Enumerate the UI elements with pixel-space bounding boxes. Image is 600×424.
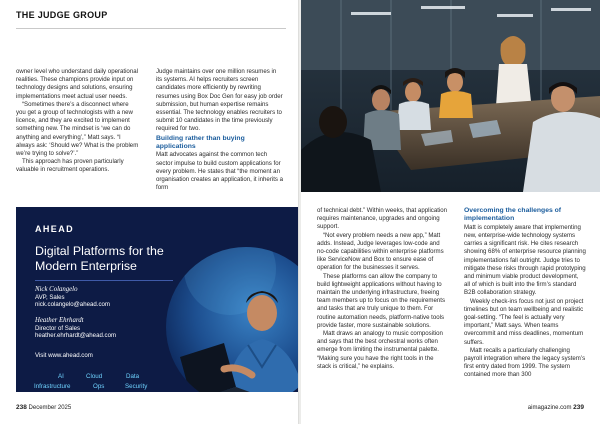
contact-name: Heather Ehrhardt: [35, 317, 84, 324]
section-heading-overcoming: Overcoming the challenges of implementation: [464, 207, 562, 223]
masthead: THE JUDGE GROUP: [16, 10, 108, 20]
ahead-advertisement[interactable]: [16, 207, 299, 392]
tag-data: Data: [126, 373, 140, 380]
ad-contact-1: [35, 286, 110, 309]
paragraph: Matt recalls a particularly challenging payroll integration where the legacy system’s first entry dated from 1999. The system contained more than 300: [464, 346, 586, 379]
paragraph: owner level who understand daily operational realities. These champions provide input on technology designs and solutions, ensuring implementations meet actual user needs.: [16, 68, 138, 100]
paragraph: of technical debt.” Within weeks, that application requires maintenance, upgrades and ongoing support.: [317, 207, 448, 231]
page-number: 239: [573, 404, 584, 411]
masthead-rule: [16, 28, 286, 29]
ad-photo-developer: [166, 247, 299, 392]
page-number: 238: [16, 404, 27, 411]
article-column-1: [16, 68, 140, 175]
paragraph: Matt draws an analogy to music composition and says that the best orchestral works often emerge from limiting the instrumental palette. “Making sure you have the right tools in the stack is critical,” he explains.: [317, 330, 443, 370]
paragraph: These platforms can allow the company to build lightweight applications without having to maintain the underlying infrastructure, freeing team members up to focus on the requirements and tasks that are truly unique to them. For routine automation needs, platform-native tools provide faster, more sustainable solutions.: [317, 272, 446, 329]
section-heading-building: Building rather than buying applications: [156, 134, 245, 151]
site-url[interactable]: aimagazine.com: [527, 405, 572, 411]
ahead-logo: AHEAD: [35, 224, 75, 234]
right-folio: [528, 404, 584, 411]
contact-role: AVP, Sales: [35, 293, 65, 301]
column-4-body: [464, 224, 586, 380]
column-2-body: Matt advocates against the common tech sector impulse to build custom applications for every problem. He states that “the moment an organisation creates an application, it inherits a form: [156, 151, 284, 192]
left-folio: [16, 404, 71, 411]
article-column-2: [156, 68, 284, 192]
ad-capability-tags: [16, 373, 299, 392]
article-column-4: [464, 207, 586, 380]
contact-role: Director of Sales: [35, 324, 81, 332]
meeting-photo: [301, 0, 600, 192]
ad-website-link[interactable]: Visit www.ahead.com: [35, 352, 93, 359]
ad-divider: [35, 280, 173, 281]
tag-ai: AI: [58, 373, 64, 380]
paragraph: Weekly check-ins focus not just on project timelines but on team wellbeing and realistic goal-setting. “The feel is actually very important,” Matt says. When teams overcommit and miss deadlines, momentum suffers.: [464, 297, 584, 346]
paragraph: Matt is completely aware that implementing new, enterprise-wide technology systems carries a significant risk. He cites research showing 68% of enterprise resource planning implementations fall outright. Judge tries to mitigate these risks through rapid prototyping and minimum viable product development, all of which is built into the firm’s standard B2B collaboration strategy.: [464, 223, 586, 297]
meeting-room-illustration: [301, 0, 600, 192]
ad-contact-2: [35, 317, 116, 340]
article-column-3: [317, 207, 449, 371]
paragraph: “Not every problem needs a new app,” Matt adds. Instead, Judge leverages low-code and no-code capabilities within enterprise platforms like ServiceNow and Box to ensure ease of operation for the businesses it serves.: [317, 231, 444, 272]
tag-ops: Ops: [93, 383, 105, 390]
issue-date: December 2025: [28, 405, 72, 411]
ad-headline: Digital Platforms for the Modern Enterprise: [35, 244, 164, 273]
column-2-intro: Judge maintains over one million resumes in its systems. AI helps recruiters screen candidates more efficiently by rewriting resumes using Box Doc Gen for easy job order submission, but human expertise remains essential. The technology enables recruiters to submit 10 candidates in the time previously required for two.: [156, 68, 283, 133]
developer-illustration: [166, 247, 299, 392]
tag-infrastructure: Infrastructure: [34, 383, 71, 390]
right-page: [301, 0, 600, 424]
left-page: [0, 0, 299, 424]
contact-name: Nick Colangelo: [35, 286, 78, 293]
tag-cloud: Cloud: [86, 373, 103, 380]
tag-security: Security: [125, 383, 148, 390]
paragraph: This approach has proven particularly valuable in recruitment operations.: [16, 158, 124, 174]
contact-email[interactable]: heather.ehrhardt@ahead.com: [35, 332, 117, 340]
contact-email[interactable]: nick.colangelo@ahead.com: [35, 301, 110, 309]
paragraph: “Sometimes there’s a disconnect where you get a group of technologists with a new licence, and they are excited to implement something new. The mindset is ‘we can do anything and everything’,” Matt says. “I always ask: ‘Should we? What is the problem we’re trying to solve?’.”: [16, 100, 139, 158]
